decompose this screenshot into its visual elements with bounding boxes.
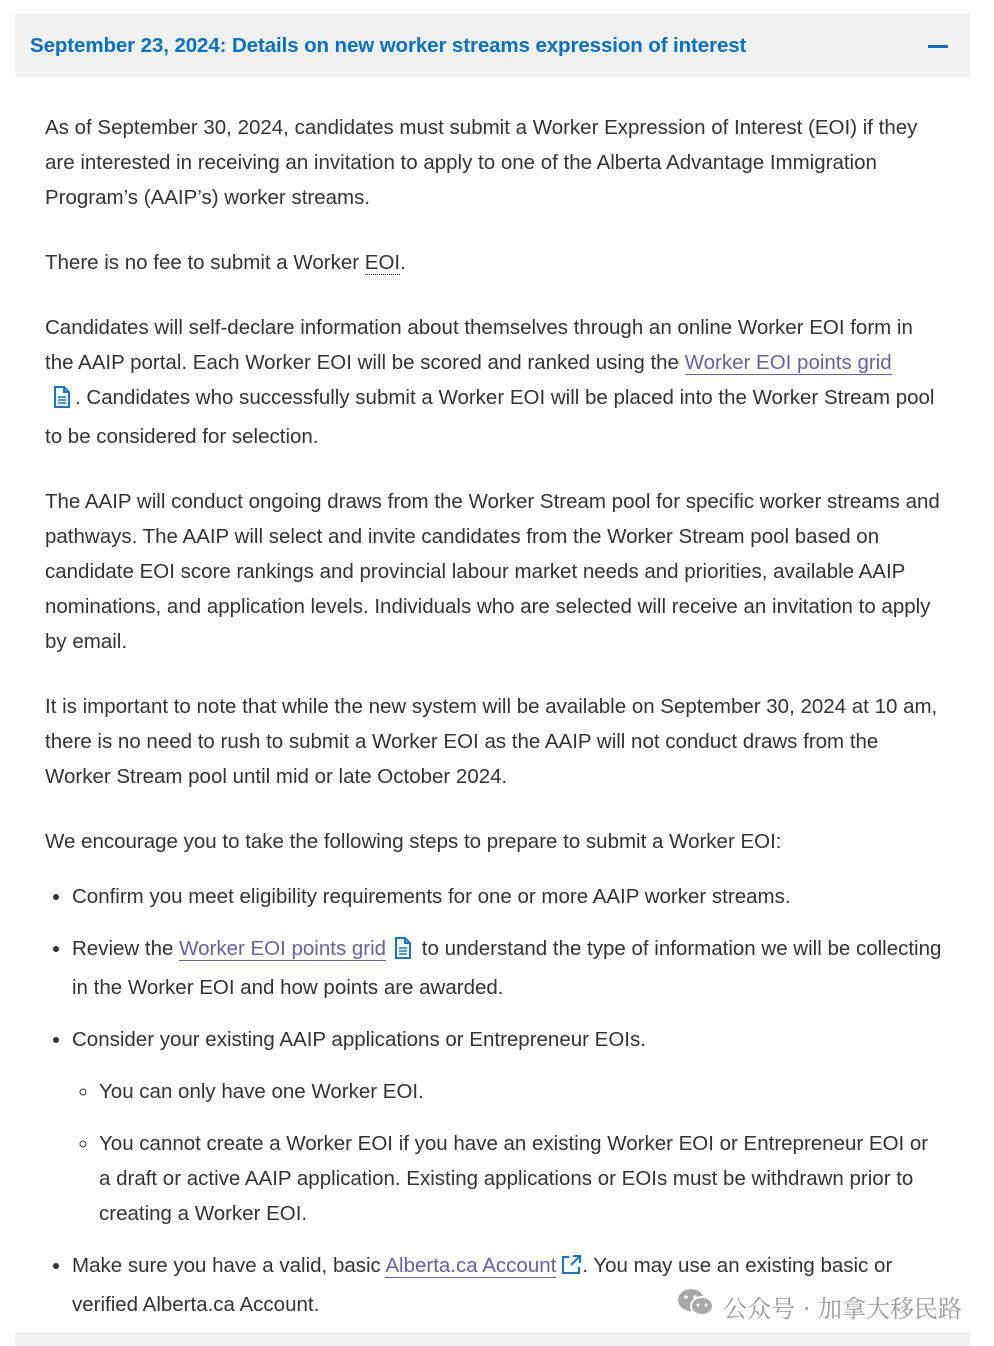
paragraph-fee xyxy=(45,245,945,280)
fee-text: There is no fee to submit a Worker xyxy=(45,251,365,274)
accordion-content xyxy=(15,77,945,1322)
self-declare-text-end: . Candidates who successfully submit a Worker EOI will be placed into the Worker Stream pool to be considered for selection. xyxy=(45,386,935,448)
sub-list-item: ◦ You can only have one Worker EOI. xyxy=(99,1074,945,1109)
paragraph-steps-intro: We encourage you to take the following steps to prepare to submit a Worker EOI: xyxy=(45,830,782,853)
worker-eoi-points-grid-link[interactable]: Worker EOI points grid xyxy=(684,351,892,374)
accordion-header[interactable] xyxy=(15,14,970,77)
steps-list xyxy=(45,879,945,1322)
sub-list-item: ◦ You cannot create a Worker EOI if you have an existing Worker EOI or Entrepreneur EOI or a draft or active AAIP application. Existing applications or EOIs must be withdrawn prior to creating a Worker EOI. xyxy=(99,1126,945,1231)
sub-list xyxy=(72,1074,945,1231)
account-text: Make sure you have a valid, basic xyxy=(72,1254,386,1277)
paragraph-draws: The AAIP will conduct ongoing draws from the Worker Stream pool for specific worker streams and pathways. The AAIP will select and invite candidates from the Worker Stream pool based on candidate EOI score rankings and provincial labour market needs and priorities, available AAIP nominations, and application levels. Individuals who are selected will receive an invitation to apply by email. xyxy=(45,490,940,653)
alberta-ca-account-link[interactable]: Alberta.ca Account xyxy=(385,1254,557,1277)
review-text: Review the xyxy=(72,937,180,960)
collapse-minus-icon[interactable] xyxy=(927,35,949,57)
document-icon xyxy=(53,384,71,419)
watermark-text: 公众号 · 加拿大移民路 xyxy=(723,1294,962,1323)
fee-text-end: . xyxy=(400,251,406,274)
next-accordion-header[interactable] xyxy=(15,1333,970,1346)
worker-eoi-points-grid-link-2[interactable]: Worker EOI points grid xyxy=(179,937,387,960)
account-text-end: . You may use an existing basic or verified Alberta.ca Account. xyxy=(72,1254,893,1316)
wechat-icon xyxy=(677,1287,715,1325)
watermark xyxy=(677,1287,962,1325)
list-item xyxy=(72,1022,945,1231)
eoi-abbreviation: EOI xyxy=(364,251,401,274)
list-item xyxy=(72,931,945,1005)
paragraph-self-declare xyxy=(45,310,945,454)
document-icon xyxy=(394,935,412,970)
accordion-panel xyxy=(15,14,970,1339)
list-item: • Confirm you meet eligibility requirements for one or more AAIP worker streams. xyxy=(72,879,945,914)
accordion-title[interactable]: September 23, 2024: Details on new worker streams expression of interest xyxy=(30,34,747,57)
review-text-end: to understand the type of information we will be collecting in the Worker EOI and how points are awarded. xyxy=(72,937,942,999)
consider-text: Consider your existing AAIP applications or Entrepreneur EOIs. xyxy=(72,1028,646,1051)
paragraph-intro: As of September 30, 2024, candidates must submit a Worker Expression of Interest (EOI) if they are interested in receiving an invitation to apply to one of the Alberta Advantage Immigration Program’s (AAIP’s) worker streams. xyxy=(45,116,918,209)
paragraph-note: It is important to note that while the new system will be available on September 30, 2024 at 10 am, there is no need to rush to submit a Worker EOI as the AAIP will not conduct draws from the Worker Stream pool until mid or late October 2024. xyxy=(45,695,938,788)
external-link-icon xyxy=(560,1252,582,1287)
self-declare-text: Candidates will self-declare information about themselves through an online Worker EOI form in the AAIP portal. Each Worker EOI will be scored and ranked using the xyxy=(45,316,913,374)
